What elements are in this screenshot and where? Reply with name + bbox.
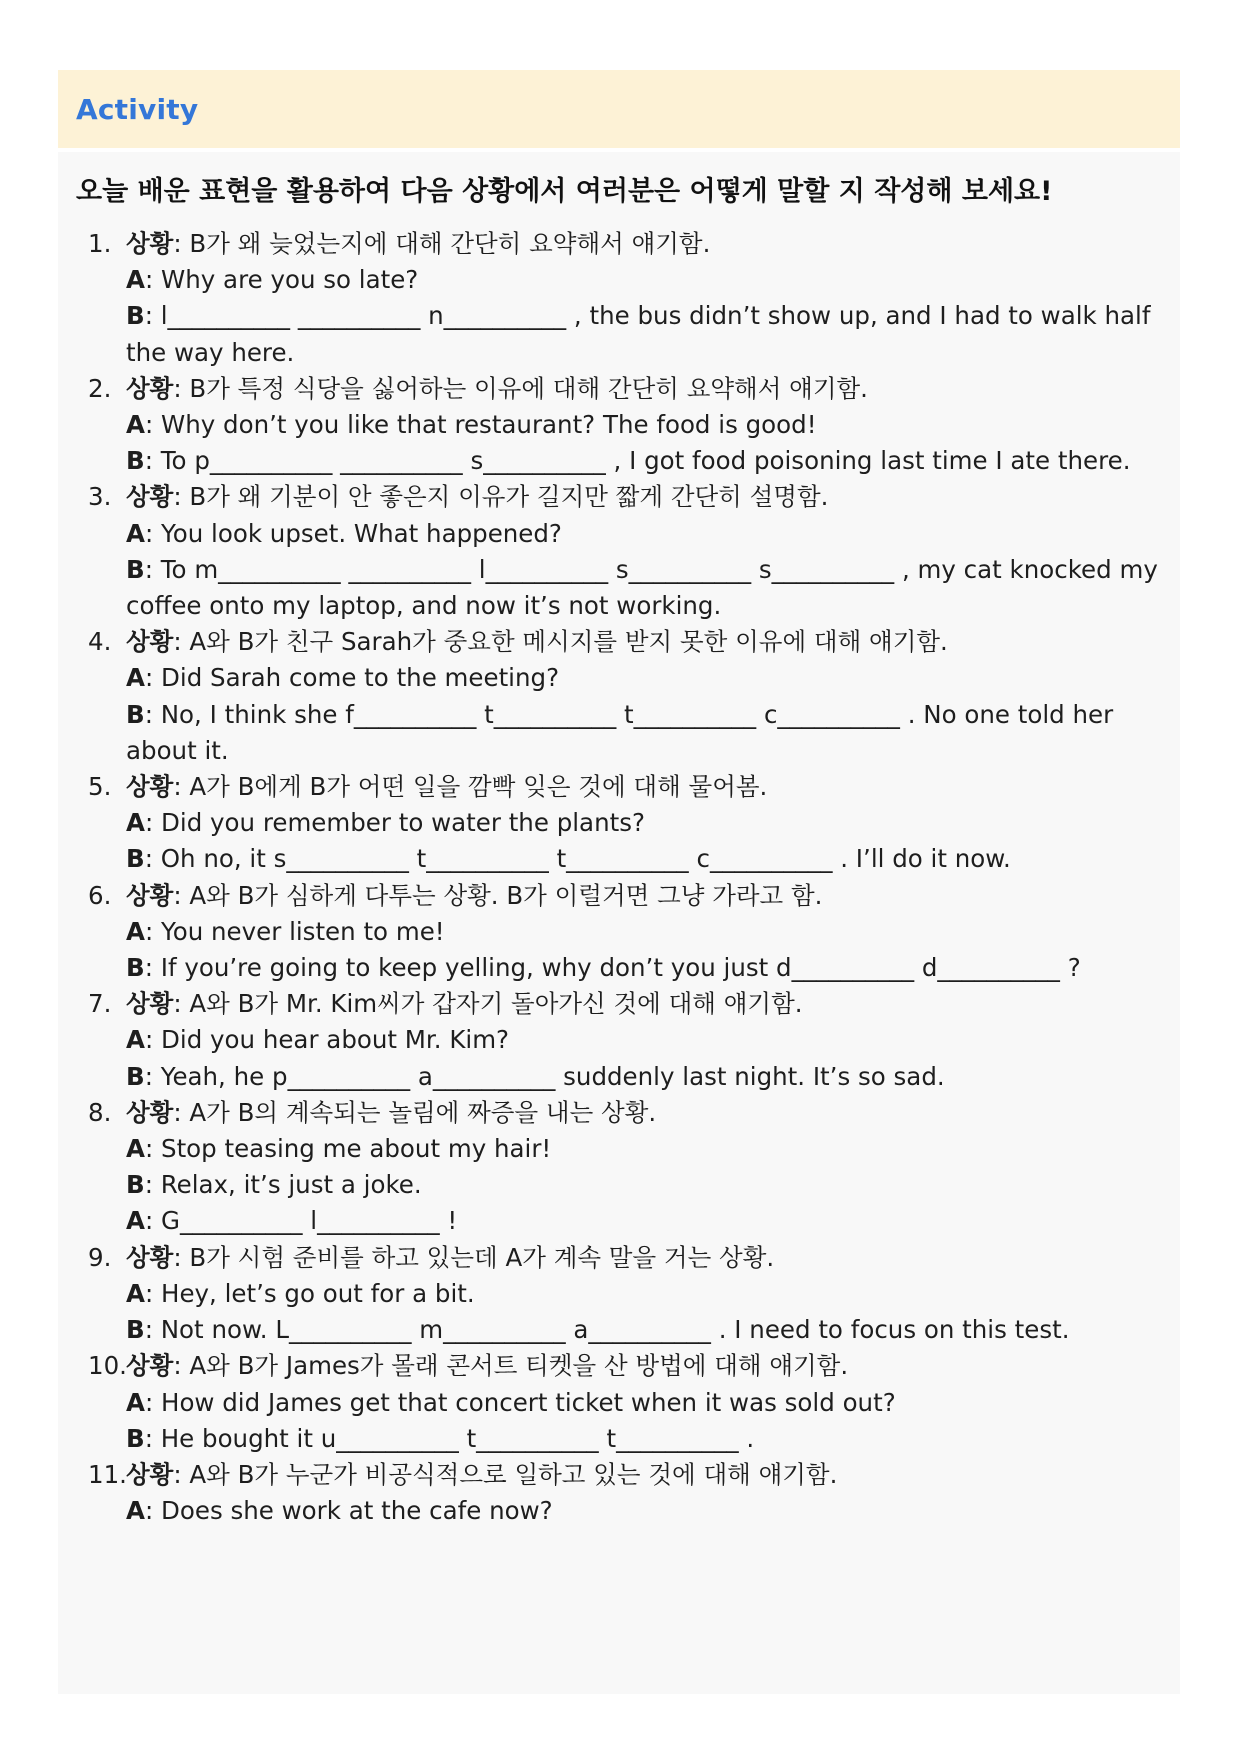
speaker-label: B — [126, 699, 145, 729]
situation-text: A와 B가 누군가 비공식적으로 일하고 있는 것에 대해 얘기함. — [189, 1459, 838, 1489]
speaker-label: A — [126, 916, 145, 946]
situation-line: 상황: B가 왜 기분이 안 좋은지 이유가 길지만 짧게 간단히 설명함. — [126, 482, 829, 512]
exercise-item — [76, 878, 1162, 987]
dialogue-line: A: You look upset. What happened? — [126, 518, 562, 548]
dialogue-text: Did you remember to water the plants? — [161, 808, 645, 838]
dialogue-text: l__________ __________ n__________ , the bus didn’t show up, and I had to walk half the way here. — [126, 301, 1151, 367]
speaker-label: A — [126, 1387, 145, 1417]
exercise-number: 5. — [88, 772, 112, 802]
speaker-label: B — [126, 844, 145, 874]
speaker-label: A — [126, 1025, 145, 1055]
situation-label: 상황 — [126, 989, 174, 1019]
dialogue-line: B: To p__________ __________ s__________ , I got food poisoning last time I ate there. — [126, 446, 1131, 476]
dialogue-line: B: No, I think she f__________ t__________ t__________ c__________ . No one told her about it. — [126, 699, 1114, 765]
activity-header — [58, 70, 1180, 148]
dialogue-line: B: Not now. L__________ m__________ a__________ . I need to focus on this test. — [126, 1315, 1070, 1345]
situation-line: 상황: A와 B가 James가 몰래 콘서트 티켓을 산 방법에 대해 얘기함. — [126, 1351, 849, 1381]
situation-text: A와 B가 친구 Sarah가 중요한 메시지를 받지 못한 이유에 대해 얘기함. — [189, 627, 948, 657]
dialogue-line: B: Oh no, it s__________ t__________ t__________ c__________ . I’ll do it now. — [126, 844, 1011, 874]
dialogue-line: A: Did Sarah come to the meeting? — [126, 663, 560, 693]
dialogue-text: No, I think she f__________ t__________ t__________ c__________ . No one told her about it. — [126, 699, 1114, 765]
dialogue-line: B: l__________ __________ n__________ , the bus didn’t show up, and I had to walk half the way here. — [126, 301, 1151, 367]
speaker-label: B — [126, 953, 145, 983]
situation-label: 상황 — [126, 627, 174, 657]
speaker-label: A — [126, 1134, 145, 1164]
exercise-number: 6. — [88, 880, 112, 910]
exercise-item — [76, 769, 1162, 878]
exercise-number: 11. — [88, 1459, 127, 1489]
dialogue-text: Does she work at the cafe now? — [161, 1496, 553, 1526]
exercise-item — [76, 1348, 1162, 1457]
speaker-label: A — [126, 1278, 145, 1308]
dialogue-text: He bought it u__________ t__________ t__________ . — [160, 1423, 755, 1453]
exercise-number: 4. — [88, 627, 112, 657]
dialogue-line: B: To m__________ __________ l__________ s__________ s__________ , my cat knocked my coffee onto my laptop, and now it’s not working. — [126, 554, 1158, 621]
dialogue-line: B: He bought it u__________ t__________ t__________ . — [126, 1423, 755, 1453]
exercise-list — [76, 226, 1162, 1529]
dialogue-line: A: Did you remember to water the plants? — [126, 808, 645, 838]
dialogue-text: Yeah, he p__________ a__________ suddenly last night. It’s so sad. — [160, 1061, 945, 1091]
situation-text: B가 왜 늦었는지에 대해 간단히 요약해서 얘기함. — [189, 229, 711, 258]
exercise-number: 10. — [88, 1351, 127, 1381]
situation-text: A가 B에게 B가 어떤 일을 깜빡 잊은 것에 대해 물어봄. — [189, 772, 768, 802]
speaker-label: B — [126, 1423, 145, 1453]
speaker-label: A — [126, 808, 145, 838]
speaker-label: A — [126, 663, 145, 693]
dialogue-text: Oh no, it s__________ t__________ t__________ c__________ . I’ll do it now. — [160, 844, 1011, 874]
dialogue-line: A: Why don’t you like that restaurant? The food is good! — [126, 410, 817, 440]
situation-text: A와 B가 James가 몰래 콘서트 티켓을 산 방법에 대해 얘기함. — [189, 1351, 849, 1381]
dialogue-line: B: Relax, it’s just a joke. — [126, 1170, 422, 1200]
situation-label: 상황 — [126, 373, 174, 403]
dialogue-line: A: Stop teasing me about my hair! — [126, 1134, 552, 1164]
speaker-label: A — [126, 518, 145, 548]
dialogue-text: How did James get that concert ticket when it was sold out? — [161, 1387, 896, 1417]
instruction-text: 오늘 배운 표현을 활용하여 다음 상황에서 여러분은 어떻게 말할 지 작성해 보세요! — [76, 176, 1053, 207]
situation-line: 상황: A와 B가 심하게 다투는 상황. B가 이럴거면 그냥 가라고 함. — [126, 880, 823, 910]
exercise-item — [76, 1457, 1162, 1529]
situation-label: 상황 — [126, 1242, 174, 1272]
speaker-label: B — [126, 1315, 145, 1345]
dialogue-text: You look upset. What happened? — [161, 518, 562, 548]
dialogue-text: To m__________ __________ l__________ s__________ s__________ , my cat knocked my coffee onto my laptop, and now it’s not working. — [126, 554, 1158, 621]
exercise-number: 7. — [88, 989, 112, 1019]
exercise-item — [76, 986, 1162, 1095]
dialogue-text: Why are you so late? — [161, 265, 419, 295]
speaker-label: A — [126, 1206, 145, 1236]
situation-label: 상황 — [126, 1097, 174, 1127]
dialogue-line: A: You never listen to me! — [126, 916, 445, 946]
exercise-item — [76, 624, 1162, 769]
situation-text: B가 특정 식당을 싫어하는 이유에 대해 간단히 요약해서 얘기함. — [189, 373, 868, 403]
dialogue-text: To p__________ __________ s__________ , I got food poisoning last time I ate there. — [160, 446, 1131, 476]
dialogue-text: If you’re going to keep yelling, why don’t you just d__________ d__________ ? — [160, 953, 1081, 983]
speaker-label: A — [126, 265, 145, 295]
situation-label: 상황 — [126, 229, 174, 258]
dialogue-text: Not now. L__________ m__________ a__________ . I need to focus on this test. — [160, 1315, 1070, 1345]
dialogue-text: Stop teasing me about my hair! — [161, 1134, 552, 1164]
dialogue-line: A: Hey, let’s go out for a bit. — [126, 1278, 475, 1308]
dialogue-text: Hey, let’s go out for a bit. — [161, 1278, 475, 1308]
situation-text: A가 B의 계속되는 놀림에 짜증을 내는 상황. — [189, 1097, 657, 1127]
dialogue-text: Relax, it’s just a joke. — [160, 1170, 422, 1200]
speaker-label: A — [126, 410, 145, 440]
dialogue-line: A: Did you hear about Mr. Kim? — [126, 1025, 510, 1055]
speaker-label: B — [126, 446, 145, 476]
situation-line: 상황: B가 왜 늦었는지에 대해 간단히 요약해서 얘기함. — [126, 229, 711, 258]
situation-line: 상황: A와 B가 누군가 비공식적으로 일하고 있는 것에 대해 얘기함. — [126, 1459, 838, 1489]
situation-label: 상황 — [126, 880, 174, 910]
activity-title: Activity — [76, 92, 199, 126]
speaker-label: A — [126, 1496, 145, 1526]
exercise-number: 9. — [88, 1242, 112, 1272]
exercise-number: 2. — [88, 373, 112, 403]
situation-label: 상황 — [126, 1459, 174, 1489]
dialogue-line: B: If you’re going to keep yelling, why don’t you just d__________ d__________ ? — [126, 953, 1081, 983]
situation-label: 상황 — [126, 772, 174, 802]
dialogue-text: G__________ l__________ ! — [161, 1206, 458, 1236]
dialogue-line: A: Why are you so late? — [126, 265, 419, 295]
situation-line: 상황: A가 B에게 B가 어떤 일을 깜빡 잊은 것에 대해 물어봄. — [126, 772, 768, 802]
activity-panel — [58, 152, 1180, 1694]
speaker-label: B — [126, 1170, 145, 1200]
situation-label: 상황 — [126, 1351, 174, 1381]
situation-line: 상황: B가 시험 준비를 하고 있는데 A가 계속 말을 거는 상황. — [126, 1242, 775, 1272]
situation-text: B가 왜 기분이 안 좋은지 이유가 길지만 짧게 간단히 설명함. — [189, 482, 829, 512]
exercise-number: 3. — [88, 482, 112, 512]
dialogue-line: A: G__________ l__________ ! — [126, 1206, 458, 1236]
exercise-item — [76, 1240, 1162, 1349]
situation-line: 상황: B가 특정 식당을 싫어하는 이유에 대해 간단히 요약해서 얘기함. — [126, 373, 868, 403]
exercise-item — [76, 479, 1162, 624]
situation-text: A와 B가 Mr. Kim씨가 갑자기 돌아가신 것에 대해 얘기함. — [189, 989, 803, 1019]
exercise-item — [76, 371, 1162, 480]
dialogue-line: A: Does she work at the cafe now? — [126, 1496, 553, 1526]
dialogue-text: Why don’t you like that restaurant? The food is good! — [161, 410, 817, 440]
dialogue-text: You never listen to me! — [161, 916, 445, 946]
speaker-label: B — [126, 1061, 145, 1091]
dialogue-line: B: Yeah, he p__________ a__________ suddenly last night. It’s so sad. — [126, 1061, 945, 1091]
exercise-item — [76, 1095, 1162, 1240]
speaker-label: B — [126, 301, 145, 331]
dialogue-text: Did you hear about Mr. Kim? — [161, 1025, 510, 1055]
situation-line: 상황: A가 B의 계속되는 놀림에 짜증을 내는 상황. — [126, 1097, 657, 1127]
dialogue-line: A: How did James get that concert ticket when it was sold out? — [126, 1387, 896, 1417]
exercise-number: 1. — [88, 229, 112, 258]
exercise-item — [76, 226, 1162, 371]
situation-text: A와 B가 심하게 다투는 상황. B가 이럴거면 그냥 가라고 함. — [189, 880, 823, 910]
situation-line: 상황: A와 B가 Mr. Kim씨가 갑자기 돌아가신 것에 대해 얘기함. — [126, 989, 803, 1019]
situation-line: 상황: A와 B가 친구 Sarah가 중요한 메시지를 받지 못한 이유에 대해 얘기함. — [126, 627, 948, 657]
exercise-number: 8. — [88, 1097, 112, 1127]
speaker-label: B — [126, 554, 145, 584]
situation-text: B가 시험 준비를 하고 있는데 A가 계속 말을 거는 상황. — [189, 1242, 775, 1272]
dialogue-text: Did Sarah come to the meeting? — [161, 663, 560, 693]
situation-label: 상황 — [126, 482, 174, 512]
